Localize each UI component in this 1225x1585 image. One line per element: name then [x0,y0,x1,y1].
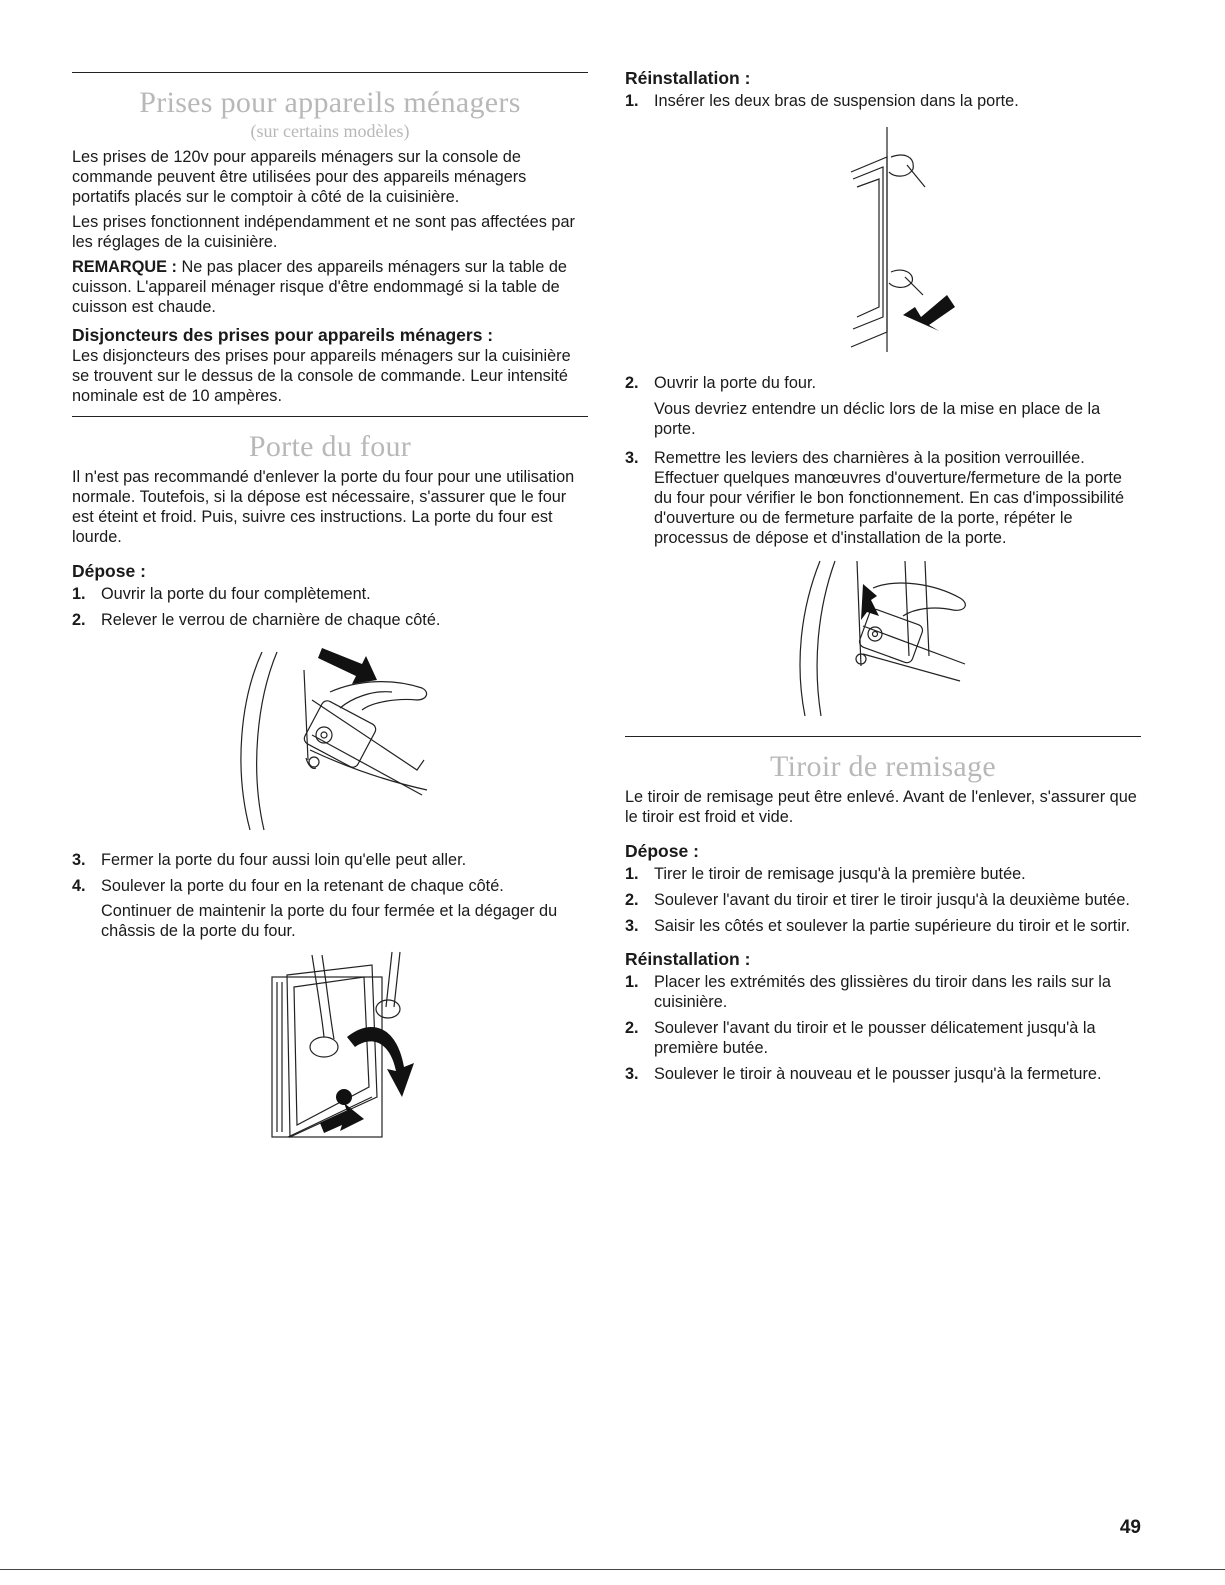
note-label: REMARQUE : [72,258,177,276]
lift-arrow-icon [347,1027,414,1097]
insert-arms-illustration [625,117,1141,365]
section-subtitle-prises: (sur certains modèles) [250,121,410,141]
list-item: 3. Fermer la porte du four aussi loin qu'elle peut aller. [72,851,467,869]
list-item: 3. Saisir les côtés et soulever la partie supérieure du tiroir et le sortir. [625,917,1130,935]
section-title-porte: Porte du four [248,430,412,463]
paragraph: Les disjoncteurs des prises pour appareils ménagers sur la cuisinière se trouvent sur le dessus de la console de commande. Leur intensité nominale est de 10 ampères. [72,347,571,405]
list-item: 2. Soulever l'avant du tiroir et le pousser délicatement jusqu'à la première butée. [625,1019,1096,1057]
section-divider [625,736,1141,737]
arrow-icon [318,648,377,684]
right-column [625,0,1141,1084]
section-title-prises: Prises pour appareils ménagers [139,86,521,119]
paragraph: Les prises fonctionnent indépendamment et ne sont pas affectées par les réglages de la cuisinière. [72,213,575,251]
list-item: 1. Insérer les deux bras de suspension dans la porte. [625,92,1019,110]
lift-door-illustration [72,947,588,1147]
step-marker-icon [336,1089,352,1105]
step-continuation: Vous devriez entendre un déclic lors de la mise en place de la porte. [654,400,1101,438]
section-divider [72,416,588,417]
page-bottom-rule [0,1569,1225,1570]
page-number: 49 [1119,1517,1141,1538]
depose-heading: Dépose : [72,561,146,581]
reinstall-heading: Réinstallation : [625,949,751,969]
breakers-heading: Disjoncteurs des prises pour appareils ménagers : [72,325,494,345]
depose-heading: Dépose : [625,841,699,861]
reinstall-heading: Réinstallation : [625,68,751,88]
note-paragraph [72,257,588,317]
paragraph: Le tiroir de remisage peut être enlevé. Avant de l'enlever, s'assurer que le tiroir est froid et vide. [625,788,1137,826]
step-continuation: Continuer de maintenir la porte du four fermée et la dégager du châssis de la porte du four. [101,902,558,940]
list-item: 3. Remettre les leviers des charnières à la position verrouillée. Effectuer quelques manœuvres d'ouverture/fermeture de la porte du four pour vérifier le bon fonctionnement. En cas d'impossibilité d'ouverture ou de fermeture parfaite de la porte, répéter le processus de dépose et d'installation de la porte. [625,449,1125,547]
paragraph: Il n'est pas recommandé d'enlever la porte du four pour une utilisation normale. Toutefois, si la dépose est nécessaire, s'assurer que le four est éteint et froid. Puis, suivre ces instructions. La porte du four est lourde. [72,468,575,546]
section-divider [72,72,588,73]
list-item: 1. Ouvrir la porte du four complètement. [72,585,371,603]
section-title-tiroir: Tiroir de remisage [770,750,996,783]
list-item: 4. Soulever la porte du four en la retenant de chaque côté. [72,877,504,895]
list-item: 2. Soulever l'avant du tiroir et tirer le tiroir jusqu'à la deuxième butée. [625,891,1130,909]
left-column [72,0,588,1147]
push-arrow-icon [903,295,955,331]
lever-arrow-icon [861,584,879,620]
list-item: 1. Placer les extrémités des glissières du tiroir dans les rails sur la cuisinière. [625,973,1111,1011]
list-item: 3. Soulever le tiroir à nouveau et le pousser jusqu'à la fermeture. [625,1065,1102,1083]
lock-hinge-illustration [625,556,1141,726]
note-text: Ne pas placer des appareils ménagers sur la table de cuisson. L'appareil ménager risque d'être endommagé si la table de cuisson est chaude. [72,258,567,316]
list-item: 2. Relever le verrou de charnière de chaque côté. [72,611,441,629]
hinge-latch-illustration [72,640,588,840]
paragraph: Les prises de 120v pour appareils ménagers sur la console de commande peuvent être utilisées pour des appareils ménagers portatifs placés sur le comptoir à côté de la cuisinière. [72,148,527,206]
list-item: 2. Ouvrir la porte du four. [625,374,816,392]
list-item: 1. Tirer le tiroir de remisage jusqu'à la première butée. [625,865,1026,883]
